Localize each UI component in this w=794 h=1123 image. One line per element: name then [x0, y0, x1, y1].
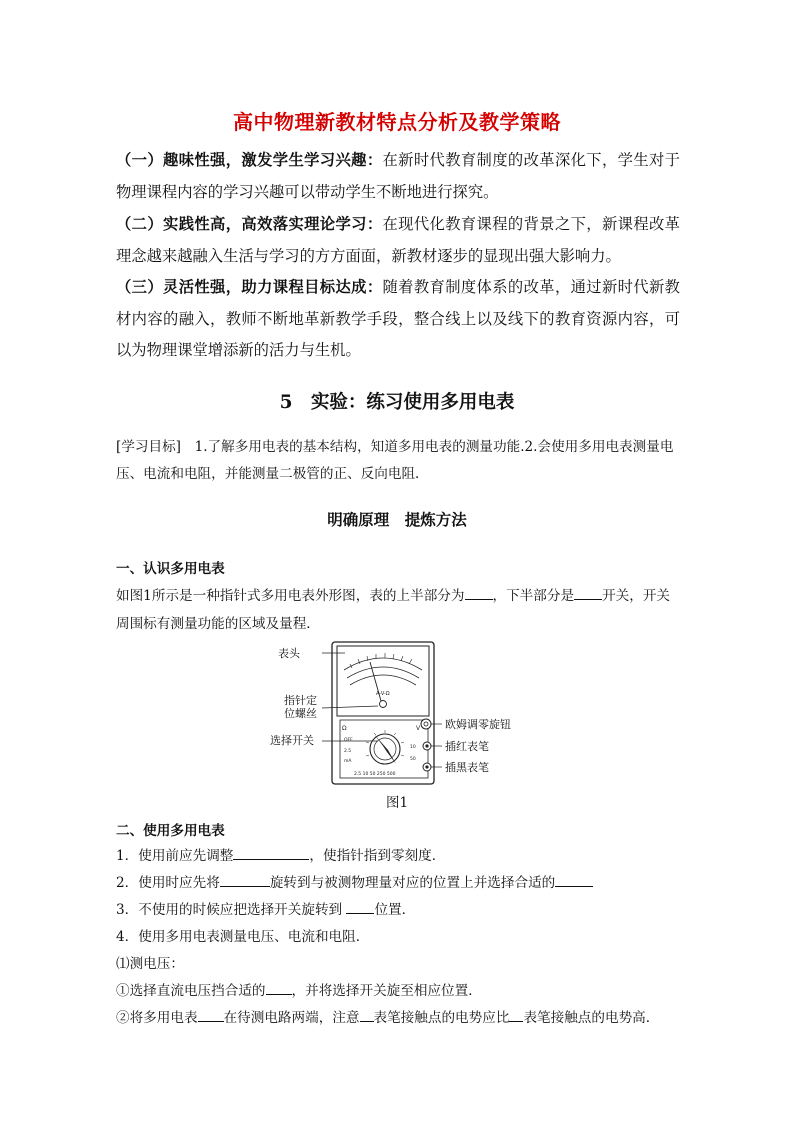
blank-probe-2 [509, 1007, 523, 1022]
heading-know-meter: 一、认识多用电表 [116, 561, 225, 577]
feature-3-text: 随着教育制度体系的改革，通过新时代新教材内容的融入，教师不断地革新教学手段，整合线上以及线下的教育资源内容，可以为物理课堂增添新的活力与生机。 [116, 278, 680, 359]
blank-range [555, 872, 593, 887]
paragraph-feature-1 [116, 145, 680, 208]
voltage-step-1-text-b: ，并将选择开关旋至相应位置． [291, 983, 482, 999]
voltage-step-1-text-a: ①选择直流电压挡合适的 [116, 983, 266, 999]
paragraph-feature-3 [116, 272, 680, 367]
blank-connect [198, 1007, 224, 1022]
label-selector-switch: 选择开关 [270, 734, 314, 747]
svg-text:A-V-Ω: A-V-Ω [376, 691, 390, 697]
intro-text-c: 开关，开关周围标有测量功能的区域及量程． [116, 588, 671, 632]
svg-text:V: V [416, 725, 421, 732]
voltage-step-2-text-a: ②将多用电表 [116, 1010, 198, 1026]
svg-text:10: 10 [410, 745, 416, 750]
paragraph-intro [116, 582, 680, 638]
voltage-step-2-text-d: 表笔接触点的电势高． [523, 1010, 660, 1026]
svg-text:Ω: Ω [342, 725, 347, 732]
voltage-step-2-text-c: 表笔接触点的电势应比 [373, 1010, 510, 1026]
goals-text: 1.了解多用电表的基本结构，知道多用电表的测量功能.2.会使用多用电表测量电压、电流和电阻，并能测量二极管的正、反向电阻． [116, 439, 674, 482]
feature-2-heading: （二）实践性高，高效落实理论学习： [116, 215, 383, 233]
blank-meter-head [465, 585, 493, 600]
blank-adjust [233, 845, 309, 860]
multimeter-figure [270, 638, 530, 790]
lesson-title: 5 实验：练习使用多用电表 [279, 392, 515, 413]
label-pointer-screw-2: 位螺丝 [284, 707, 317, 720]
svg-text:2.5: 2.5 [344, 749, 352, 754]
blank-probe-1 [360, 1007, 374, 1022]
voltage-step-2-text-b: 在待测电路两端，注意 [223, 1010, 360, 1026]
blank-switch [574, 585, 602, 600]
figure-caption: 图1 [385, 795, 409, 811]
label-meter-head: 表头 [278, 647, 300, 660]
label-black-probe: 插黑表笔 [445, 761, 489, 774]
label-ohm-zero-knob: 欧姆调零旋钮 [445, 718, 511, 731]
step-2-text-a: 2．使用时应先将 [116, 875, 220, 891]
step-1 [116, 843, 680, 870]
goals-label: [学习目标] [116, 439, 181, 455]
step-1-text-a: 1．使用前应先调整 [116, 848, 234, 864]
step-2 [116, 870, 680, 897]
step-1-text-b: ，使指针指到零刻度． [309, 848, 446, 864]
svg-text:mA: mA [344, 759, 352, 764]
feature-1-heading: （一）趣味性强，激发学生学习兴趣： [116, 151, 383, 169]
blank-voltage-range [266, 980, 292, 995]
measure-voltage-heading: ⑴测电压： [116, 956, 184, 972]
blank-rotate [220, 872, 270, 887]
feature-1-text: 在新时代教育制度的改革深化下，学生对于物理课程内容的学习兴趣可以带动学生不断地进行探究。 [116, 151, 680, 201]
section-title: 明确原理 提炼方法 [327, 510, 467, 529]
heading-use-meter: 二、使用多用电表 [116, 823, 225, 839]
svg-text:2.5 10 50 250 500: 2.5 10 50 250 500 [354, 772, 396, 777]
step-2-text-b: 旋转到与被测物理量对应的位置上并选择合适的 [269, 875, 556, 891]
step-3 [116, 897, 680, 924]
document-title: 高中物理新教材特点分析及教学策略 [233, 110, 561, 134]
label-red-probe: 插红表笔 [445, 740, 489, 753]
blank-off-position [346, 899, 374, 914]
step-3-text-a: 3．不使用的时候应把选择开关旋转到 [116, 902, 347, 918]
step-3-text-b: 位置． [374, 902, 416, 918]
svg-text:50: 50 [410, 757, 416, 762]
paragraph-feature-2 [116, 209, 680, 272]
intro-text-b: ，下半部分是 [492, 588, 575, 604]
measure-voltage-step-1 [116, 978, 680, 1005]
learning-goals [116, 434, 680, 488]
feature-2-text: 在现代化教育课程的背景之下，新课程改革理念越来越融入生活与学习的方方面面，新教材逐步的显现出强大影响力。 [116, 215, 680, 265]
label-pointer-screw-1: 指针定 [284, 694, 317, 707]
svg-text:OFF: OFF [344, 738, 353, 743]
intro-text-a: 如图1所示是一种指针式多用电表外形图，表的上半部分为 [116, 588, 465, 604]
step-4: 4．使用多用电表测量电压、电流和电阻． [116, 929, 370, 945]
measure-voltage-step-2 [116, 1005, 680, 1032]
feature-3-heading: （三）灵活性强，助力课程目标达成： [116, 278, 383, 296]
